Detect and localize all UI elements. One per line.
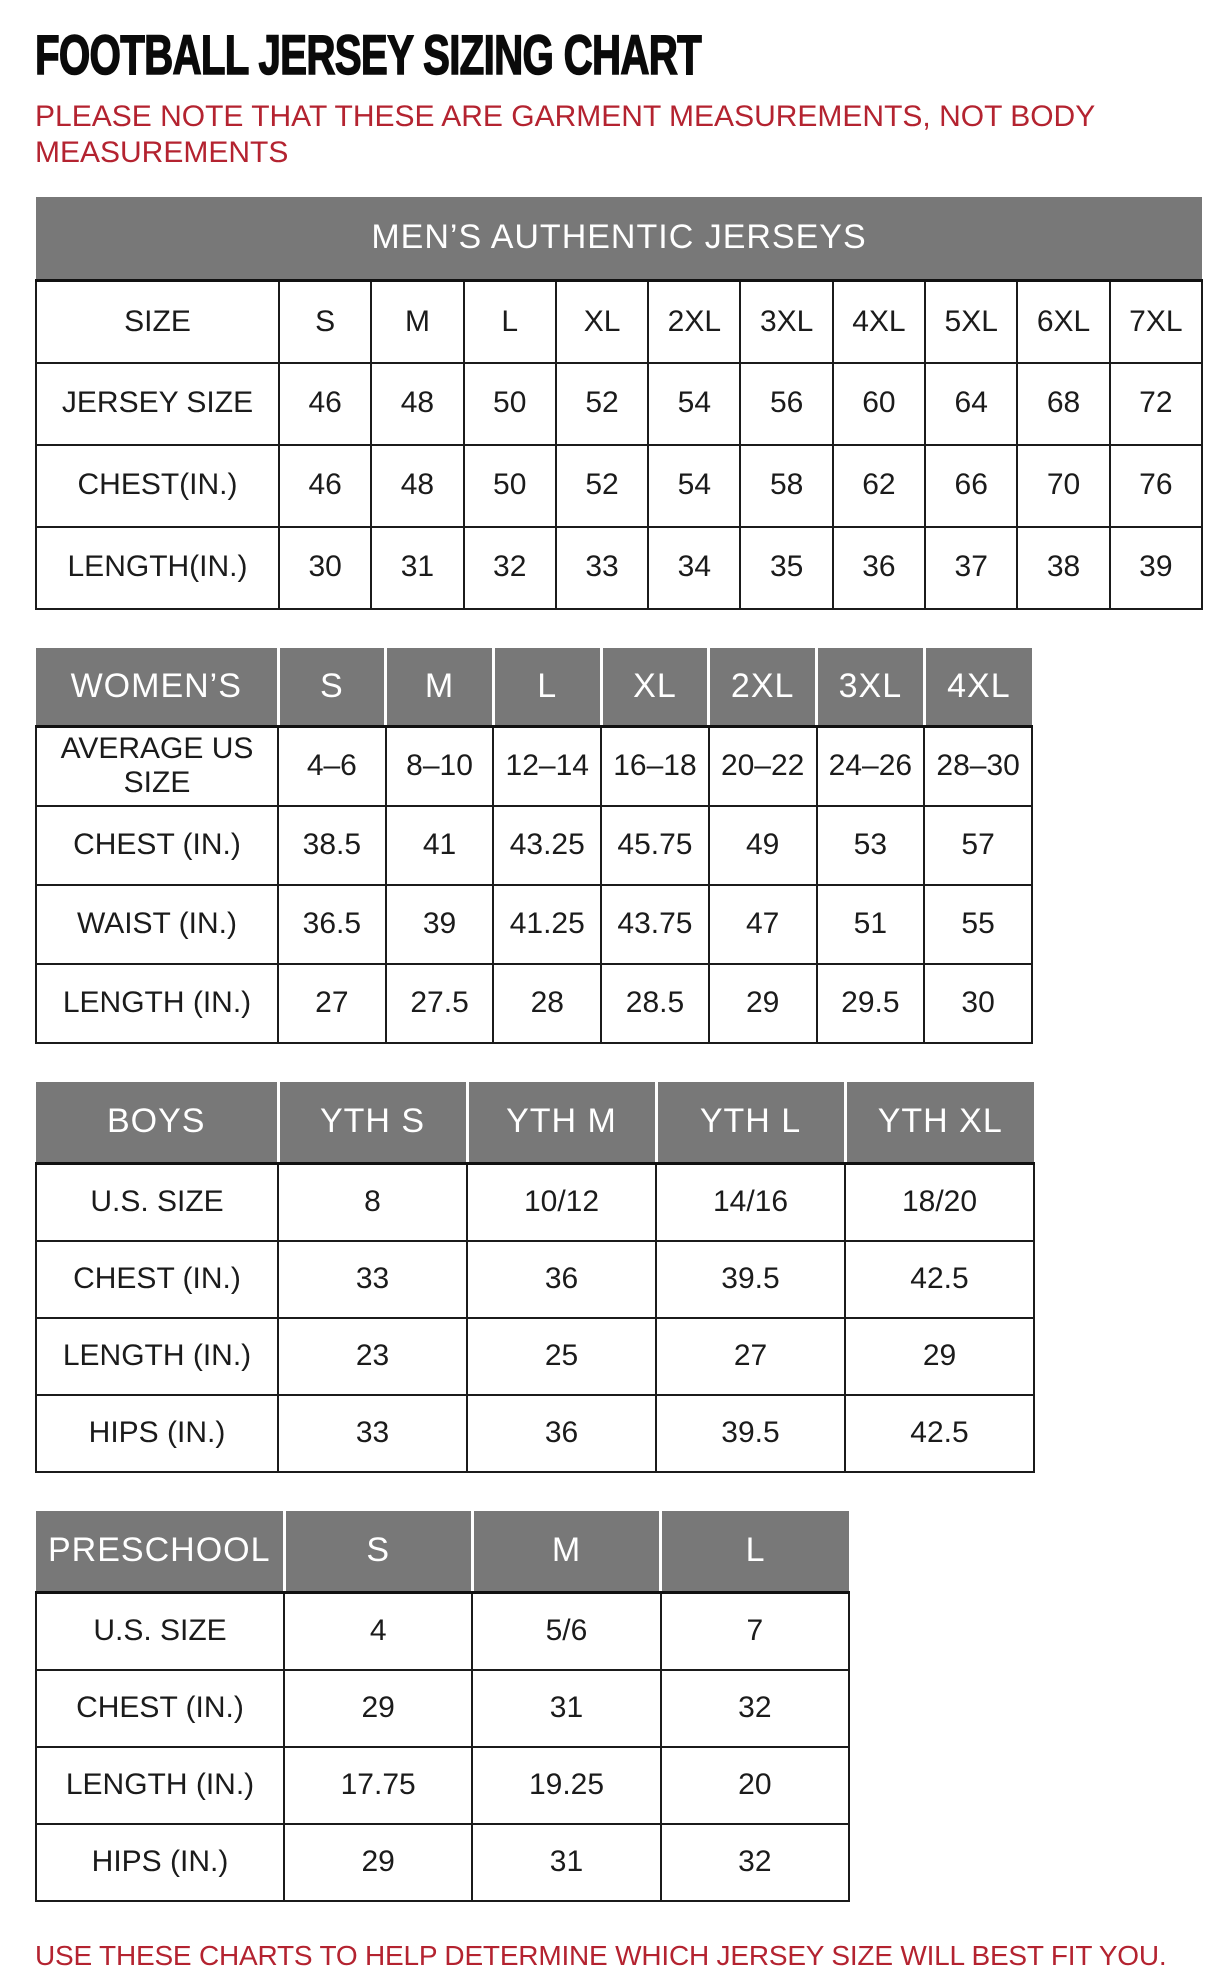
table-cell: 53 xyxy=(817,806,925,885)
table-cell: 19.25 xyxy=(472,1747,660,1824)
table-cell: 42.5 xyxy=(845,1241,1034,1318)
table-cell: 39.5 xyxy=(656,1241,845,1318)
table-cell: 30 xyxy=(279,527,371,609)
table-cell: 43.25 xyxy=(493,806,601,885)
row-label: HIPS (IN.) xyxy=(36,1395,278,1472)
womens-column-header: 2XL xyxy=(709,648,817,727)
womens-column-header: 4XL xyxy=(924,648,1032,727)
table-cell: 57 xyxy=(924,806,1032,885)
table-cell: 36 xyxy=(467,1395,656,1472)
table-cell: 29.5 xyxy=(817,964,925,1043)
table-cell: 48 xyxy=(371,363,463,445)
table-cell: 7XL xyxy=(1110,281,1202,363)
table-cell: 42.5 xyxy=(845,1395,1034,1472)
preschool-column-header: L xyxy=(661,1511,849,1593)
table-cell: 31 xyxy=(472,1824,660,1901)
mens-row xyxy=(36,281,1202,363)
table-cell: 31 xyxy=(472,1670,660,1747)
mens-authentic-jerseys-table xyxy=(35,197,1203,610)
womens-header-row xyxy=(36,648,1032,727)
table-cell: 50 xyxy=(464,445,556,527)
table-cell: 32 xyxy=(661,1824,849,1901)
table-cell: 60 xyxy=(833,363,925,445)
table-cell: 34 xyxy=(648,527,740,609)
boys-row xyxy=(36,1241,1034,1318)
table-cell: 6XL xyxy=(1017,281,1109,363)
table-cell: 29 xyxy=(709,964,817,1043)
table-cell: 54 xyxy=(648,363,740,445)
womens-column-header: M xyxy=(386,648,494,727)
table-cell: 16–18 xyxy=(601,727,709,806)
table-cell: 28 xyxy=(493,964,601,1043)
table-cell: 58 xyxy=(740,445,832,527)
garment-measurements-note: PLEASE NOTE THAT THESE ARE GARMENT MEASUREMENTS, NOT BODY MEASUREMENTS xyxy=(35,99,1095,169)
boys-row xyxy=(36,1395,1034,1472)
table-cell: 47 xyxy=(709,885,817,964)
table-cell: 55 xyxy=(924,885,1032,964)
boys-column-header: YTH M xyxy=(467,1082,656,1164)
table-cell: L xyxy=(464,281,556,363)
table-cell: 28.5 xyxy=(601,964,709,1043)
table-cell: 33 xyxy=(278,1395,467,1472)
table-cell: 54 xyxy=(648,445,740,527)
table-cell: 8 xyxy=(278,1164,467,1241)
table-cell: 8–10 xyxy=(386,727,494,806)
womens-column-header: S xyxy=(278,648,386,727)
row-label: LENGTH (IN.) xyxy=(36,964,278,1043)
table-cell: 29 xyxy=(284,1824,472,1901)
table-cell: 39 xyxy=(386,885,494,964)
table-cell: 20–22 xyxy=(709,727,817,806)
row-label: AVERAGE US SIZE xyxy=(36,727,278,806)
table-cell: 5XL xyxy=(925,281,1017,363)
boys-row xyxy=(36,1318,1034,1395)
boys-column-header: YTH L xyxy=(656,1082,845,1164)
mens-table-title: MEN’S AUTHENTIC JERSEYS xyxy=(36,197,1202,281)
row-label: CHEST (IN.) xyxy=(36,806,278,885)
table-cell: 14/16 xyxy=(656,1164,845,1241)
table-cell: 10/12 xyxy=(467,1164,656,1241)
preschool-row xyxy=(36,1670,849,1747)
table-cell: 56 xyxy=(740,363,832,445)
table-cell: 45.75 xyxy=(601,806,709,885)
boys-header-row xyxy=(36,1082,1034,1164)
table-cell: 52 xyxy=(556,363,648,445)
table-cell: 62 xyxy=(833,445,925,527)
row-label: LENGTH (IN.) xyxy=(36,1318,278,1395)
row-label: WAIST (IN.) xyxy=(36,885,278,964)
table-cell: 29 xyxy=(845,1318,1034,1395)
table-cell: 52 xyxy=(556,445,648,527)
table-cell: 36 xyxy=(467,1241,656,1318)
table-cell: 66 xyxy=(925,445,1017,527)
table-cell: 2XL xyxy=(648,281,740,363)
table-cell: 30 xyxy=(924,964,1032,1043)
row-label: JERSEY SIZE xyxy=(36,363,279,445)
preschool-column-header: S xyxy=(284,1511,472,1593)
table-cell: 33 xyxy=(278,1241,467,1318)
table-cell: 36 xyxy=(833,527,925,609)
womens-sizing-table xyxy=(35,648,1033,1044)
table-cell: 4XL xyxy=(833,281,925,363)
table-cell: 36.5 xyxy=(278,885,386,964)
table-cell: 48 xyxy=(371,445,463,527)
preschool-sizing-table xyxy=(35,1511,850,1902)
table-cell: 5/6 xyxy=(472,1593,660,1670)
row-label: LENGTH (IN.) xyxy=(36,1747,284,1824)
table-cell: 39 xyxy=(1110,527,1202,609)
preschool-row xyxy=(36,1593,849,1670)
boys-header-label: BOYS xyxy=(36,1082,278,1164)
table-cell: 39.5 xyxy=(656,1395,845,1472)
row-label: CHEST (IN.) xyxy=(36,1241,278,1318)
preschool-header-label: PRESCHOOL xyxy=(36,1511,284,1593)
boys-row xyxy=(36,1164,1034,1241)
mens-row xyxy=(36,363,1202,445)
footer-note: USE THESE CHARTS TO HELP DETERMINE WHICH JERSEY SIZE WILL BEST FIT YOU. xyxy=(35,1939,1167,1971)
table-cell: 27.5 xyxy=(386,964,494,1043)
table-cell: 31 xyxy=(371,527,463,609)
table-cell: S xyxy=(279,281,371,363)
boys-column-header: YTH S xyxy=(278,1082,467,1164)
table-cell: 3XL xyxy=(740,281,832,363)
mens-row xyxy=(36,445,1202,527)
row-label: U.S. SIZE xyxy=(36,1164,278,1241)
womens-column-header: 3XL xyxy=(817,648,925,727)
womens-row xyxy=(36,885,1032,964)
preschool-column-header: M xyxy=(472,1511,660,1593)
womens-row xyxy=(36,964,1032,1043)
table-cell: 46 xyxy=(279,445,371,527)
row-label: HIPS (IN.) xyxy=(36,1824,284,1901)
table-cell: 37 xyxy=(925,527,1017,609)
womens-column-header: L xyxy=(493,648,601,727)
table-cell: 27 xyxy=(656,1318,845,1395)
table-cell: 33 xyxy=(556,527,648,609)
table-cell: 72 xyxy=(1110,363,1202,445)
table-cell: 35 xyxy=(740,527,832,609)
womens-column-header: XL xyxy=(601,648,709,727)
table-cell: 41 xyxy=(386,806,494,885)
boys-column-header: YTH XL xyxy=(845,1082,1034,1164)
table-cell: 4–6 xyxy=(278,727,386,806)
table-cell: 24–26 xyxy=(817,727,925,806)
table-cell: 17.75 xyxy=(284,1747,472,1824)
preschool-row xyxy=(36,1747,849,1824)
mens-row xyxy=(36,527,1202,609)
table-cell: 32 xyxy=(464,527,556,609)
table-cell: 38 xyxy=(1017,527,1109,609)
row-label: CHEST (IN.) xyxy=(36,1670,284,1747)
table-cell: 23 xyxy=(278,1318,467,1395)
table-cell: 51 xyxy=(817,885,925,964)
table-cell: 20 xyxy=(661,1747,849,1824)
row-label: CHEST(IN.) xyxy=(36,445,279,527)
page-title: FOOTBALL JERSEY SIZING CHART xyxy=(35,23,702,86)
preschool-header-row xyxy=(36,1511,849,1593)
womens-header-label: WOMEN’S xyxy=(36,648,278,727)
row-label: LENGTH(IN.) xyxy=(36,527,279,609)
mens-header-row xyxy=(36,197,1202,281)
row-label: U.S. SIZE xyxy=(36,1593,284,1670)
table-cell: 68 xyxy=(1017,363,1109,445)
boys-sizing-table xyxy=(35,1082,1035,1473)
row-label: SIZE xyxy=(36,281,279,363)
table-cell: 64 xyxy=(925,363,1017,445)
table-cell: 38.5 xyxy=(278,806,386,885)
table-cell: 43.75 xyxy=(601,885,709,964)
womens-row xyxy=(36,727,1032,806)
table-cell: 25 xyxy=(467,1318,656,1395)
table-cell: 29 xyxy=(284,1670,472,1747)
table-cell: 12–14 xyxy=(493,727,601,806)
table-cell: 76 xyxy=(1110,445,1202,527)
preschool-row xyxy=(36,1824,849,1901)
table-cell: 41.25 xyxy=(493,885,601,964)
table-cell: 18/20 xyxy=(845,1164,1034,1241)
table-cell: 7 xyxy=(661,1593,849,1670)
table-cell: M xyxy=(371,281,463,363)
table-cell: 32 xyxy=(661,1670,849,1747)
womens-row xyxy=(36,806,1032,885)
table-cell: 70 xyxy=(1017,445,1109,527)
table-cell: 28–30 xyxy=(924,727,1032,806)
table-cell: 27 xyxy=(278,964,386,1043)
table-cell: XL xyxy=(556,281,648,363)
table-cell: 46 xyxy=(279,363,371,445)
table-cell: 50 xyxy=(464,363,556,445)
table-cell: 49 xyxy=(709,806,817,885)
table-cell: 4 xyxy=(284,1593,472,1670)
